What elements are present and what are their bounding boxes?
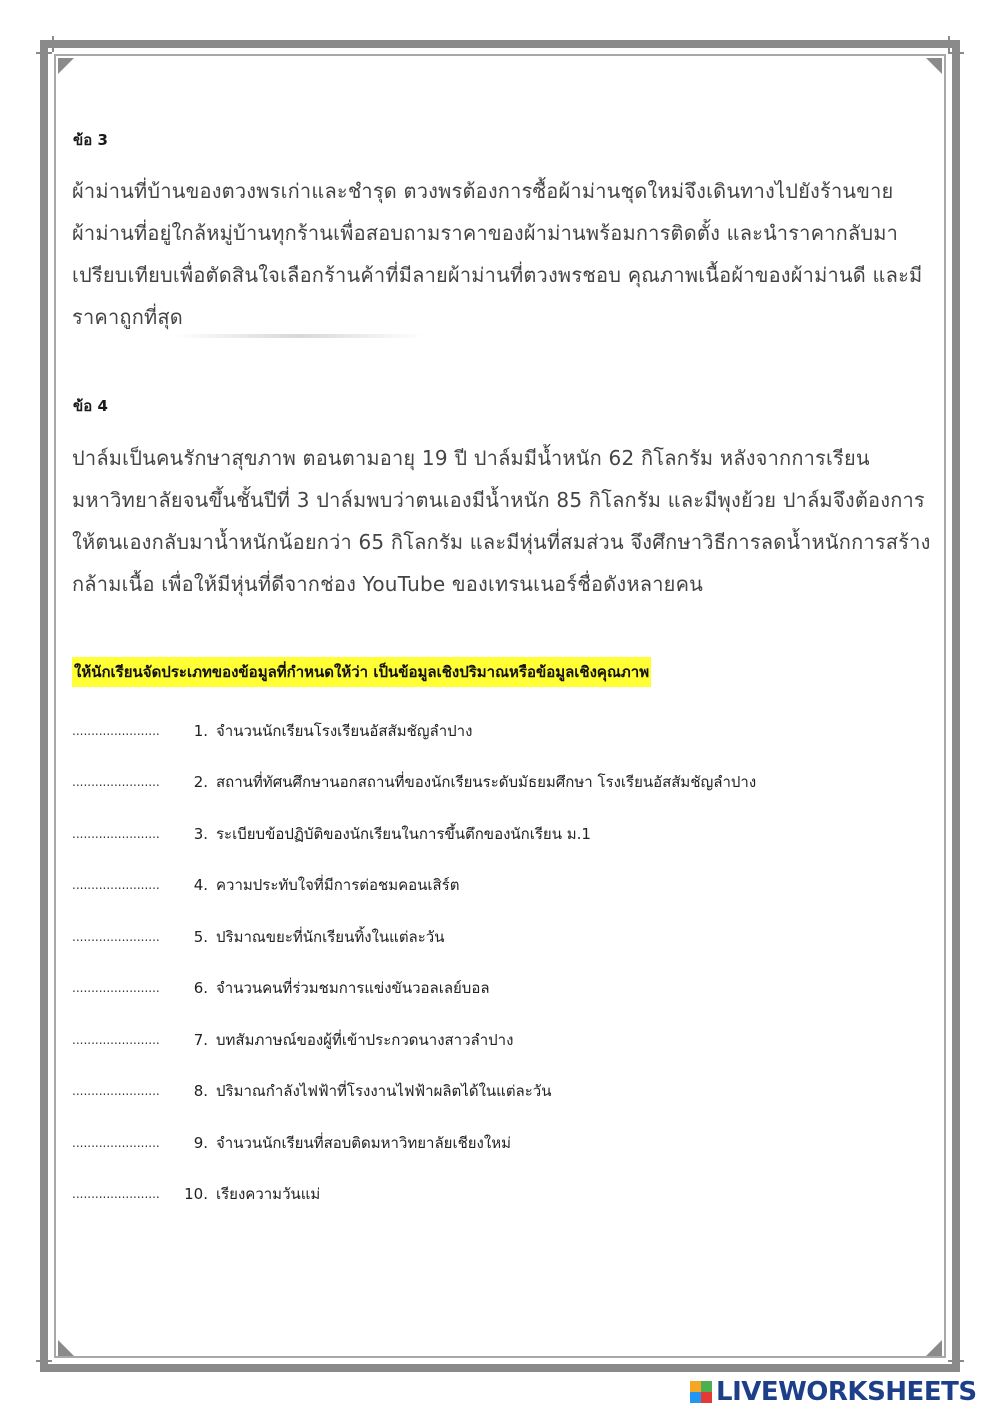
question-3-heading: ข้อ 3	[73, 131, 108, 149]
passage-line	[72, 563, 942, 605]
scan-artifact	[173, 334, 423, 338]
passage-line: ปาล์มเป็นคนรักษาสุขภาพ ตอนตามอายุ 19 ปี ปาล์มมีน้ำหนัก 62 กิโลกรัม หลังจากการเรียน	[72, 446, 870, 470]
item-text: สถานที่ทัศนศึกษานอกสถานที่ของนักเรียนระดับมัธยมศึกษา โรงเรียนอัสสัมชัญลำปาง	[216, 773, 757, 792]
frame-tick	[948, 36, 950, 52]
passage-line: เปรียบเทียบเพื่อตัดสินใจเลือกร้านค้าที่มีลายผ้าม่านที่ตวงพรชอบ คุณภาพเนื้อผ้าของผ้าม่านดี และมี	[72, 263, 923, 287]
list-item	[72, 860, 932, 912]
frame-tick	[36, 1360, 52, 1362]
passage-line-text: กล้ามเนื้อ เพื่อให้มีหุ่นที่ดีจากช่อง YouTube ของเทรนเนอร์ชื่อดังหลายคน	[72, 572, 704, 596]
list-item	[72, 963, 932, 1015]
answer-blank[interactable]: .......................	[72, 775, 160, 790]
item-text: ปริมาณขยะที่นักเรียนทิ้งในแต่ละวัน	[216, 927, 445, 946]
passage-line: ผ้าม่านที่อยู่ใกล้หมู่บ้านทุกร้านเพื่อสอบถามราคาของผ้าม่านพร้อมการติดตั้ง และนำราคากลับมา	[72, 221, 899, 245]
list-item	[72, 705, 932, 757]
liveworksheets-icon	[690, 1381, 712, 1403]
frame-tick	[36, 52, 52, 54]
frame-tick	[948, 52, 964, 54]
item-text: ระเบียบข้อปฏิบัติของนักเรียนในการขึ้นตึกของนักเรียน ม.1	[216, 824, 591, 843]
frame-corner-top-right	[926, 58, 942, 74]
item-number: 10.	[184, 1185, 208, 1204]
list-item	[72, 1117, 932, 1169]
logo-square	[690, 1381, 701, 1392]
list-item	[72, 757, 932, 809]
item-number: 5.	[193, 927, 208, 946]
passage-line: มหาวิทยาลัยจนขึ้นชั้นปีที่ 3 ปาล์มพบว่าตนเองมีน้ำหนัก 85 กิโลกรัม และมีพุงย้วย ปาล์มจึงต้องการ	[72, 488, 925, 512]
answer-blank[interactable]: .......................	[72, 981, 160, 996]
frame-corner-top-left	[58, 58, 74, 74]
item-text: บทสัมภาษณ์ของผู้ที่เข้าประกวดนางสาวลำปาง	[216, 1030, 514, 1049]
instruction-highlight: ให้นักเรียนจัดประเภทของข้อมูลที่กำหนดให้ว่า เป็นข้อมูลเชิงปริมาณหรือข้อมูลเชิงคุณภาพ	[72, 657, 651, 687]
item-number: 3.	[193, 824, 208, 843]
question-3-passage	[72, 170, 942, 338]
answer-blank[interactable]: .......................	[72, 929, 160, 944]
item-number: 4.	[193, 876, 208, 895]
item-number: 1.	[193, 721, 208, 740]
item-text: จำนวนนักเรียนโรงเรียนอัสสัมชัญลำปาง	[216, 721, 473, 740]
item-number: 2.	[193, 773, 208, 792]
item-text: เรียงความวันแม่	[216, 1185, 321, 1204]
frame-corner-bottom-left	[58, 1340, 74, 1356]
item-text: จำนวนนักเรียนที่สอบติดมหาวิทยาลัยเชียงใหม่	[216, 1133, 511, 1152]
question-4-passage	[72, 437, 942, 605]
list-item	[72, 911, 932, 963]
item-text: ปริมาณกำลังไฟฟ้าที่โรงงานไฟฟ้าผลิตได้ในแต่ละวัน	[216, 1082, 552, 1101]
answer-blank[interactable]: .......................	[72, 1084, 160, 1099]
brand-name: LIVEWORKSHEETS	[716, 1377, 977, 1407]
item-number: 8.	[193, 1082, 208, 1101]
answer-blank[interactable]: .......................	[72, 1187, 160, 1202]
frame-tick	[52, 36, 54, 52]
item-number: 9.	[193, 1133, 208, 1152]
logo-square	[701, 1381, 712, 1392]
item-text: จำนวนคนที่ร่วมชมการแข่งขันวอลเลย์บอล	[216, 979, 490, 998]
list-item	[72, 808, 932, 860]
classification-list	[72, 705, 932, 1220]
passage-line: ให้ตนเองกลับมาน้ำหนักน้อยกว่า 65 กิโลกรัม และมีหุ่นที่สมส่วน จึงศึกษาวิธีการลดน้ำหนักการสร้าง	[72, 530, 931, 554]
question-4-heading: ข้อ 4	[73, 397, 108, 415]
logo-square	[701, 1392, 712, 1403]
item-number: 6.	[193, 979, 208, 998]
list-item	[72, 1169, 932, 1221]
frame-corner-bottom-right	[926, 1340, 942, 1356]
answer-blank[interactable]: .......................	[72, 878, 160, 893]
passage-line	[72, 296, 942, 338]
answer-blank[interactable]: .......................	[72, 1032, 160, 1047]
frame-tick	[948, 1360, 964, 1362]
passage-line: ผ้าม่านที่บ้านของตวงพรเก่าและชำรุด ตวงพรต้องการซื้อผ้าม่านชุดใหม่จึงเดินทางไปยังร้านขาย	[72, 179, 894, 203]
item-number: 7.	[193, 1030, 208, 1049]
passage-line-text: ราคาถูกที่สุด	[72, 305, 183, 329]
item-text: ความประทับใจที่มีการต่อชมคอนเสิร์ต	[216, 876, 460, 895]
answer-blank[interactable]: .......................	[72, 826, 160, 841]
liveworksheets-logo[interactable]	[690, 1376, 977, 1408]
logo-square	[690, 1392, 701, 1403]
list-item	[72, 1014, 932, 1066]
list-item	[72, 1066, 932, 1118]
answer-blank[interactable]: .......................	[72, 1135, 160, 1150]
answer-blank[interactable]: .......................	[72, 723, 160, 738]
